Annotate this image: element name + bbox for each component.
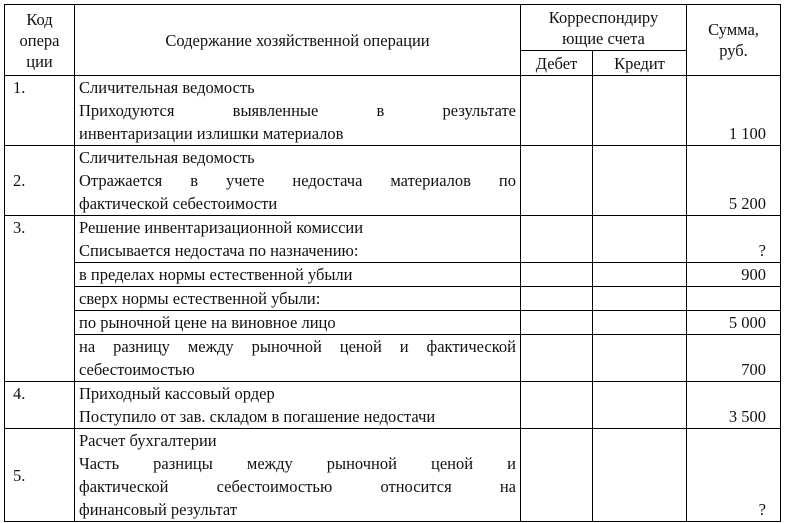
row-text-line: себестоимостью (79, 360, 195, 379)
header-code-line: ции (26, 51, 53, 71)
row-credit (593, 429, 687, 522)
header-sum (687, 5, 781, 76)
row-text-line: Отражается в учете недостача материалов по (79, 171, 516, 190)
header-content: Содержание хозяйственной операции (75, 5, 521, 76)
header-accounts-line: ющие счета (562, 28, 645, 48)
row-debit (521, 216, 593, 263)
row-sum: ? (687, 429, 781, 522)
row-content (75, 335, 521, 382)
row-debit (521, 382, 593, 429)
table-row (5, 216, 781, 263)
row-debit (521, 335, 593, 382)
header-row (5, 5, 781, 51)
row-credit (593, 335, 687, 382)
row-content (75, 76, 521, 146)
row-debit (521, 76, 593, 146)
row-content (75, 382, 521, 429)
row-text-line: на разницу между рыночной ценой и фактической (79, 337, 516, 356)
row-debit (521, 287, 593, 311)
row-debit (521, 263, 593, 287)
row-text-line: Приходуются выявленные в результате (79, 101, 516, 120)
operations-table (4, 4, 781, 522)
row-credit (593, 311, 687, 335)
header-sum-line: руб. (719, 41, 748, 60)
row-content (75, 429, 521, 522)
row-sum: ? (687, 216, 781, 263)
row-code: 3. (5, 216, 75, 382)
row-text-line: инвентаризации излишки материалов (79, 124, 344, 143)
row-content: по рыночной цене на виновное лицо (75, 311, 521, 335)
header-code-line: опера (19, 30, 60, 50)
row-document: Решение инвентаризационной комиссии (79, 218, 364, 237)
header-credit: Кредит (593, 51, 687, 76)
table-row (5, 429, 781, 522)
row-sum (687, 287, 781, 311)
row-document: Сличительная ведомость (79, 78, 255, 97)
table-subrow (5, 311, 781, 335)
row-text-line: финансовый результат (79, 500, 238, 519)
row-code: 1. (5, 76, 75, 146)
row-content (75, 216, 521, 263)
header-sum-line: Сумма, (708, 20, 759, 39)
header-code-line: Код (26, 9, 53, 29)
row-code: 4. (5, 382, 75, 429)
row-credit (593, 263, 687, 287)
row-text-line: фактической себестоимости (79, 194, 278, 213)
row-credit (593, 382, 687, 429)
row-document: Приходный кассовый ордер (79, 384, 275, 403)
header-accounts (521, 5, 687, 51)
row-text-line: Часть разницы между рыночной ценой и (79, 454, 516, 473)
row-debit (521, 146, 593, 216)
row-sum: 700 (687, 335, 781, 382)
row-sum: 3 500 (687, 382, 781, 429)
row-sum: 5 000 (687, 311, 781, 335)
header-accounts-line: Корреспондиру (548, 7, 659, 27)
row-credit (593, 76, 687, 146)
row-content (75, 146, 521, 216)
table-row (5, 146, 781, 216)
row-sum: 5 200 (687, 146, 781, 216)
row-text-line: Поступило от зав. складом в погашение недостачи (79, 407, 436, 426)
row-sum: 1 100 (687, 76, 781, 146)
row-credit (593, 287, 687, 311)
row-credit (593, 216, 687, 263)
row-credit (593, 146, 687, 216)
row-debit (521, 429, 593, 522)
row-code: 2. (5, 146, 75, 216)
row-text-line: Списывается недостача по назначению: (79, 241, 359, 260)
row-code: 5. (5, 429, 75, 522)
table-subrow (5, 263, 781, 287)
row-content: в пределах нормы естественной убыли (75, 263, 521, 287)
row-document: Расчет бухгалтерии (79, 431, 217, 450)
row-debit (521, 311, 593, 335)
header-debit: Дебет (521, 51, 593, 76)
row-document: Сличительная ведомость (79, 148, 255, 167)
header-code (5, 5, 75, 76)
row-text-line: фактической себестоимостью относится на (79, 477, 516, 496)
table-subrow (5, 287, 781, 311)
row-sum: 900 (687, 263, 781, 287)
table-subrow (5, 335, 781, 382)
table-row (5, 76, 781, 146)
table-row (5, 382, 781, 429)
row-content: сверх нормы естественной убыли: (75, 287, 521, 311)
